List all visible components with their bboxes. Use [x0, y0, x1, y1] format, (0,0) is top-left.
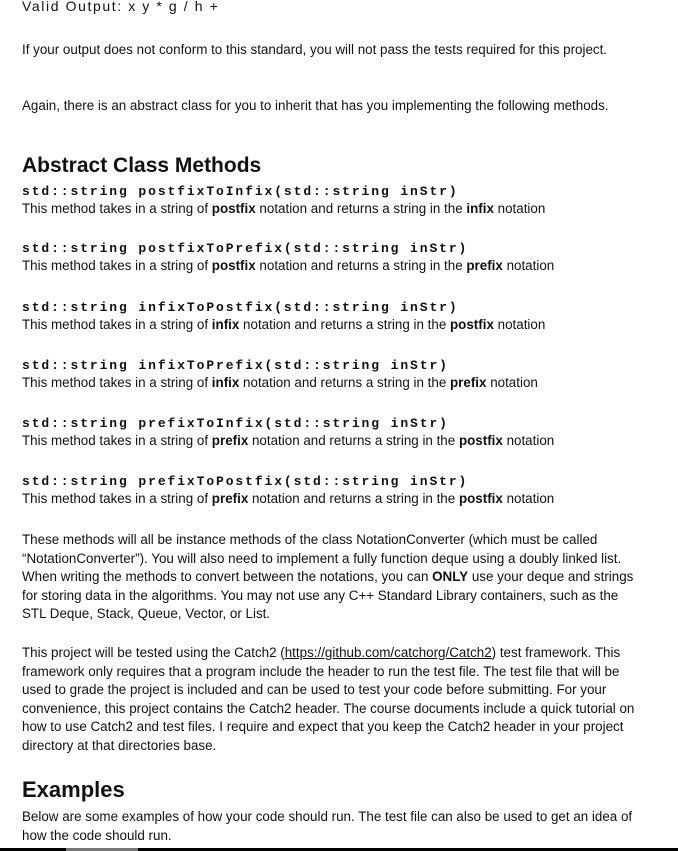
method-description: This method takes in a string of infix notation and returns a string in the prefix notation [22, 375, 538, 390]
examples-intro: Below are some examples of how your code should run. The test file can also be used to get an idea of how the code should run. [22, 809, 633, 843]
method-description: This method takes in a string of prefix notation and returns a string in the postfix notation [22, 491, 555, 506]
method-signature: std::string infixToPostfix(std::string inStr) [22, 300, 459, 315]
method-signature: std::string postfixToPrefix(std::string inStr) [22, 241, 469, 256]
method-signature: std::string infixToPrefix(std::string inStr) [22, 358, 449, 373]
examples-heading: Examples [22, 777, 125, 802]
conform-note: If your output does not conform to this standard, you will not pass the tests required for this project. [22, 42, 608, 57]
method-infix-to-postfix [22, 299, 652, 334]
method-prefix-to-postfix [22, 473, 652, 508]
valid-output-line: Valid Output: x y * g / h + [22, 0, 220, 14]
method-signature: std::string postfixToInfix(std::string inStr) [22, 184, 459, 199]
method-prefix-to-infix [22, 415, 652, 450]
catch2-paragraph: This project will be tested using the Catch2 (https://github.com/catchorg/Catch2) test framework. This framework only requires that a program include the header to run the test file. The test file that will be used to grade the project is included and can be used to test your code before submitting. For your convenience, this project contains the Catch2 header. The course documents include a quick tutorial on how to use Catch2 and test files. I require and expect that you keep the Catch2 header in your project directory at that directories base. [22, 645, 635, 753]
catch2-link[interactable]: https://github.com/catchorg/Catch2 [284, 645, 492, 660]
method-description: This method takes in a string of infix notation and returns a string in the postfix notation [22, 317, 546, 332]
method-description: This method takes in a string of prefix notation and returns a string in the postfix notation [22, 433, 555, 448]
abstract-class-heading: Abstract Class Methods [22, 154, 262, 177]
method-infix-to-prefix [22, 357, 652, 392]
abstract-intro: Again, there is an abstract class for you to inherit that has you implementing the following methods. [22, 98, 609, 113]
method-signature: std::string prefixToInfix(std::string inStr) [22, 416, 449, 431]
method-description: This method takes in a string of postfix notation and returns a string in the infix notation [22, 201, 546, 216]
method-description: This method takes in a string of postfix notation and returns a string in the prefix notation [22, 258, 555, 273]
instance-methods-paragraph: These methods will all be instance methods of the class NotationConverter (which must be called “NotationConverter”). You will also need to implement a fully function deque using a doubly linked list. When writing the methods to convert between the notations, you can ONLY use your deque and strings for storing data in the algorithms. You may not use any C++ Standard Library containers, such as the STL Deque, Stack, Queue, Vector, or List. [22, 532, 634, 622]
method-postfix-to-prefix [22, 240, 652, 275]
method-postfix-to-infix [22, 183, 652, 218]
method-signature: std::string prefixToPostfix(std::string inStr) [22, 474, 469, 489]
